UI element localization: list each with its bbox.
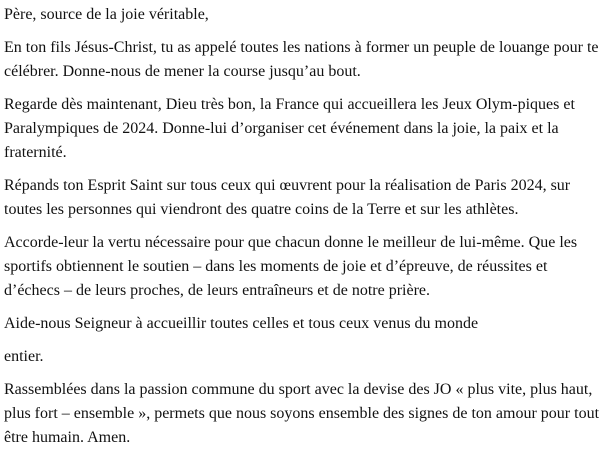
paragraph-vertu: Accorde-leur la vertu nécessaire pour que chacun donne le meilleur de lui-même. Que les sportifs obtiennent le soutien – dans les moments de joie et d’épreuve, de réussites et d’échecs – de leurs proches, de leurs entraîneurs et de notre prière. — [4, 234, 578, 299]
paragraph-accueillir: Aide-nous Seigneur à accueillir toutes celles et tous ceux venus du monde — [4, 315, 479, 332]
prayer-text — [0, 3, 608, 450]
paragraph-amen: Rassemblées dans la passion commune du sport avec la devise des JO « plus vite, plus haut, plus fort – ensemble », permets que nous soyons ensemble des signes de ton amour pour tout être humain. Amen. — [4, 381, 600, 446]
paragraph-entier: entier. — [4, 348, 44, 365]
paragraph-invocation: Père, source de la joie véritable, — [4, 6, 209, 23]
paragraph-jeux: Regarde dès maintenant, Dieu très bon, la France qui accueillera les Jeux Olym-piques et Paralympiques de 2024. Donne-lui d’organiser cet événement dans la joie, la paix et la fraternité. — [4, 96, 575, 161]
paragraph-esprit-saint: Répands ton Esprit Saint sur tous ceux qui œuvrent pour la réalisation de Paris 2024, sur toutes les personnes qui viendront des quatre coins de la Terre et sur les athlètes. — [4, 177, 571, 218]
paragraph-louange: En ton fils Jésus-Christ, tu as appelé toutes les nations à former un peuple de louange pour te célébrer. Donne-nous de mener la course jusqu’au bout. — [4, 39, 599, 80]
